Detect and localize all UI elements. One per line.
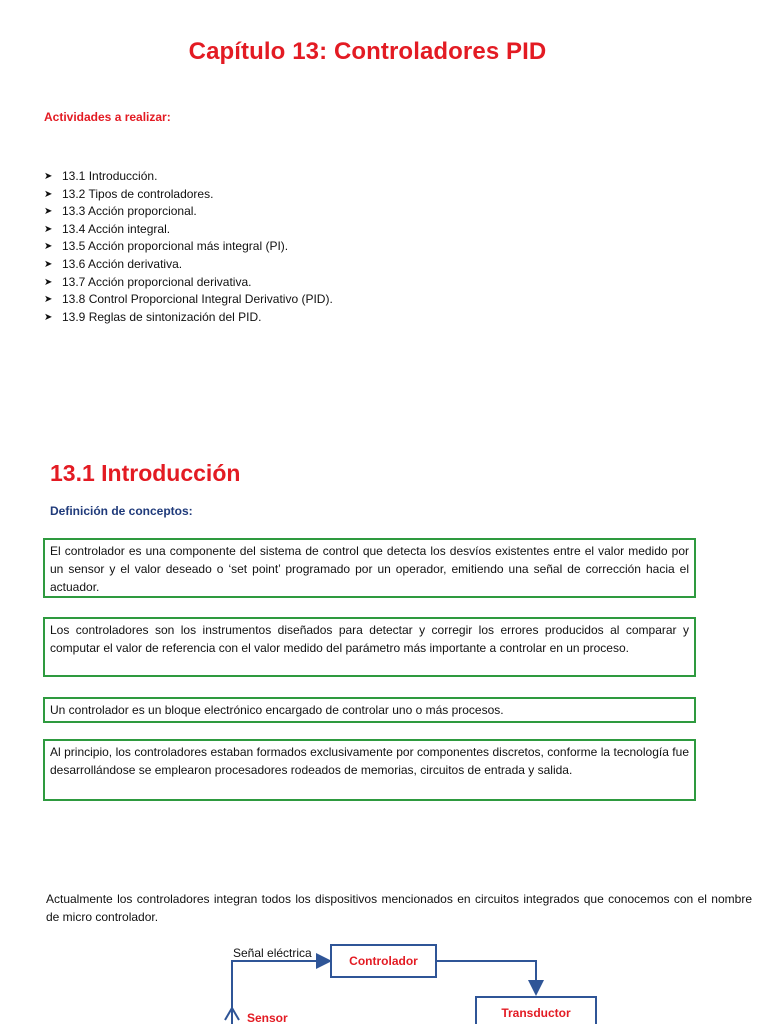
arrow-bullet-icon: ➤: [44, 258, 53, 270]
arrow-bullet-icon: ➤: [44, 206, 53, 218]
arrow-bullet-icon: ➤: [44, 294, 53, 306]
activities-label: Actividades a realizar:: [44, 110, 171, 124]
list-item: ➤ 13.7 Acción proporcional derivativa.: [44, 274, 333, 292]
section-title: 13.1 Introducción: [50, 460, 241, 486]
definition-box-1: El controlador es una componente del sistema de control que detecta los desvíos existentes entre el valor medido por un sensor y el valor deseado o ‘set point’ programado por un operador, emitiendo una señal de corrección hacia el actuador.: [43, 538, 696, 598]
list-item: ➤ 13.1 Introducción.: [44, 168, 333, 186]
list-item: ➤ 13.5 Acción proporcional más integral (PI).: [44, 238, 333, 256]
subheading: Definición de conceptos:: [50, 504, 193, 518]
list-item: ➤ 13.8 Control Proporcional Integral Derivativo (PID).: [44, 291, 333, 309]
control-diagram: [0, 930, 768, 1024]
transducer-label: Transductor: [501, 1006, 571, 1020]
list-item: ➤ 13.4 Acción integral.: [44, 221, 333, 239]
arrow-bullet-icon: ➤: [44, 241, 53, 253]
sensor-label: Sensor: [247, 1011, 288, 1024]
arrow-bullet-icon: ➤: [44, 188, 53, 200]
signal-label: Señal eléctrica: [233, 946, 312, 960]
arrow-bullet-icon: ➤: [44, 311, 53, 323]
chapter-title: Capítulo 13: Controladores PID: [188, 38, 547, 65]
definition-box-4: Al principio, los controladores estaban formados exclusivamente por componentes discretos, conforme la tecnología fue desarrollándose se emplearon procesadores rodeados de memorias, circuitos de entrada y salida.: [43, 739, 696, 801]
definition-box-3: Un controlador es un bloque electrónico encargado de controlar uno o más procesos.: [43, 697, 696, 723]
intro-paragraph: Actualmente los controladores integran todos los dispositivos mencionados en circuitos integrados que conocemos con el nombre de micro controlador.: [46, 892, 752, 924]
output-arrow: [436, 961, 536, 994]
list-item: ➤ 13.9 Reglas de sintonización del PID.: [44, 309, 333, 327]
definition-box-2: Los controladores son los instrumentos diseñados para detectar y corregir los errores producidos al comparar y computar el valor de referencia con el valor medido del parámetro más importante a controlar en un proceso.: [43, 617, 696, 677]
arrow-bullet-icon: ➤: [44, 223, 53, 235]
list-item: ➤ 13.3 Acción proporcional.: [44, 203, 333, 221]
arrow-bullet-icon: ➤: [44, 171, 53, 182]
list-item: ➤ 13.6 Acción derivativa.: [44, 256, 333, 274]
list-item: ➤ 13.2 Tipos de controladores.: [44, 186, 333, 204]
controller-label: Controlador: [349, 954, 418, 968]
arrow-bullet-icon: ➤: [44, 276, 53, 288]
activities-list: [44, 168, 333, 326]
